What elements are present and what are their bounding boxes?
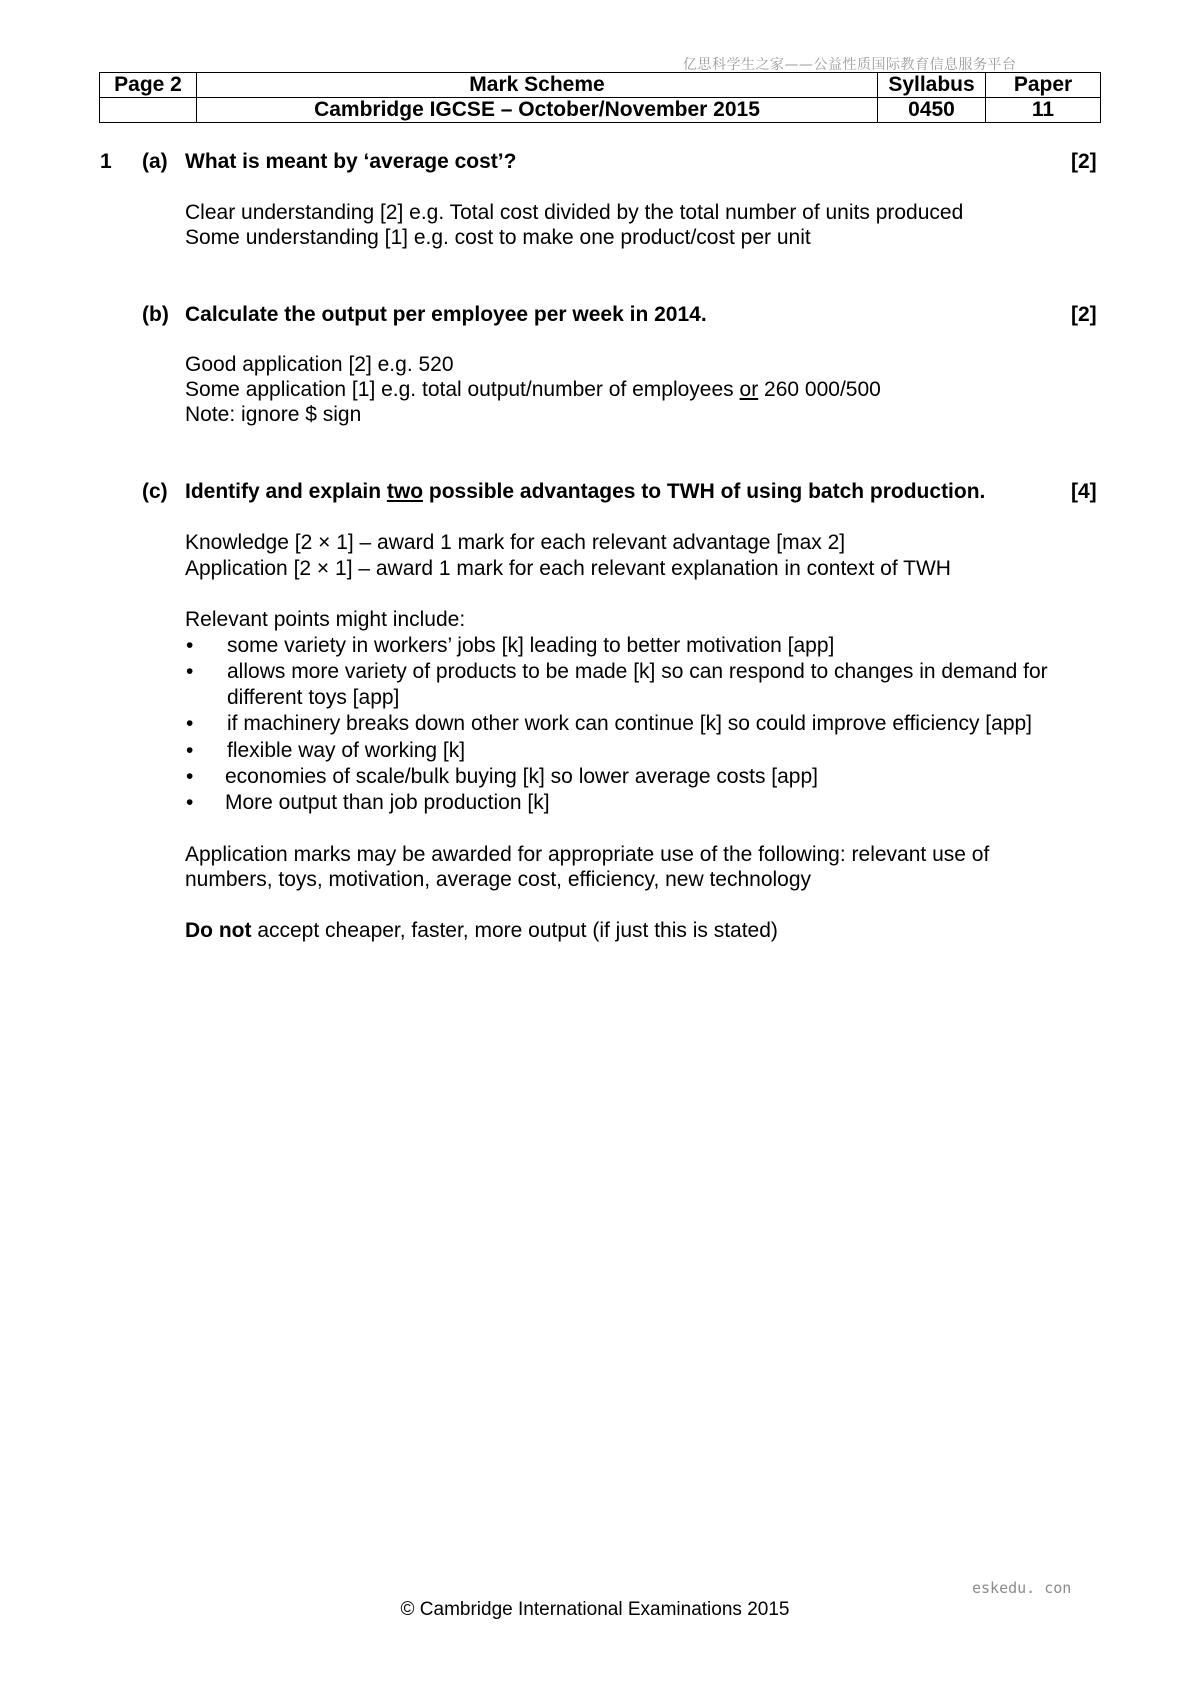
part-b-question: Calculate the output per employee per week in 2014. — [185, 303, 707, 326]
part-c-app-marks-2: numbers, toys, motivation, average cost, efficiency, new technology — [185, 868, 812, 891]
bullet-marker: • — [186, 765, 194, 788]
empty-cell — [100, 98, 197, 123]
part-c-label: (c) — [142, 480, 168, 503]
part-a-marks: [2] — [1071, 150, 1097, 173]
part-b-line-2 — [185, 377, 881, 403]
question-number: 1 — [100, 150, 112, 173]
part-c-points-intro: Relevant points might include: — [185, 608, 466, 631]
part-c-question-text: Identify and explain — [185, 480, 387, 503]
part-a-line-1: Clear understanding [2] e.g. Total cost divided by the total number of units produced — [185, 201, 964, 224]
do-not-rest: accept cheaper, faster, more output (if just this is stated) — [251, 919, 778, 942]
part-c-question-rest: possible advantages to TWH of using batch production. — [423, 480, 986, 503]
document-title: Mark Scheme — [197, 73, 878, 98]
bullet-point-continuation: different toys [app] — [227, 686, 400, 709]
syllabus-label: Syllabus — [878, 73, 986, 98]
part-a-line-2: Some understanding [1] e.g. cost to make one product/cost per unit — [185, 226, 811, 249]
bullet-point: if machinery breaks down other work can continue [k] so could improve efficiency [app] — [227, 712, 1033, 735]
page-number: Page 2 — [100, 73, 197, 98]
watermark-bottom: eskedu. con — [972, 1579, 1072, 1597]
paper-value: 11 — [986, 98, 1101, 123]
part-b-line-3: Note: ignore $ sign — [185, 403, 362, 426]
part-c-question — [185, 479, 985, 505]
watermark-top: 亿思科学生之家——公益性质国际教育信息服务平台 — [683, 57, 1017, 73]
part-c-app-marks-1: Application marks may be awarded for appropriate use of the following: relevant use of — [185, 843, 990, 866]
bullet-marker: • — [186, 660, 194, 683]
bullet-point: economies of scale/bulk buying [k] so lower average costs [app] — [225, 765, 818, 788]
part-c-application: Application [2 × 1] – award 1 mark for each relevant explanation in context of TWH — [185, 557, 951, 580]
part-c-do-not — [185, 918, 778, 944]
syllabus-value: 0450 — [878, 98, 986, 123]
part-a-label: (a) — [142, 150, 168, 173]
bullet-point: some variety in workers’ jobs [k] leading to better motivation [app] — [227, 634, 835, 657]
part-b-line-2-value: 260 000/500 — [758, 378, 881, 401]
bullet-point: flexible way of working [k] — [227, 739, 466, 762]
paper-label: Paper — [986, 73, 1101, 98]
header-table — [99, 72, 1101, 123]
document-subtitle: Cambridge IGCSE – October/November 2015 — [197, 98, 878, 123]
part-b-marks: [2] — [1071, 303, 1097, 326]
bullet-marker: • — [186, 791, 194, 814]
bullet-marker: • — [186, 634, 194, 657]
part-a-question: What is meant by ‘average cost’? — [185, 150, 517, 173]
part-b-line-2-text: Some application [1] e.g. total output/number of employees — [185, 378, 740, 401]
copyright-footer: © Cambridge International Examinations 2015 — [400, 1599, 790, 1620]
part-b-line-1: Good application [2] e.g. 520 — [185, 353, 454, 376]
part-b-line-2-or: or — [739, 378, 759, 401]
part-c-knowledge: Knowledge [2 × 1] – award 1 mark for each relevant advantage [max 2] — [185, 531, 846, 554]
bullet-point: More output than job production [k] — [225, 791, 550, 814]
bullet-marker: • — [186, 712, 194, 735]
bullet-marker: • — [186, 739, 194, 762]
part-b-label: (b) — [142, 303, 169, 326]
do-not-bold: Do not — [185, 919, 252, 942]
part-c-question-two: two — [386, 480, 424, 503]
bullet-point: allows more variety of products to be made [k] so can respond to changes in demand for — [227, 660, 1048, 683]
part-c-marks: [4] — [1071, 480, 1097, 503]
